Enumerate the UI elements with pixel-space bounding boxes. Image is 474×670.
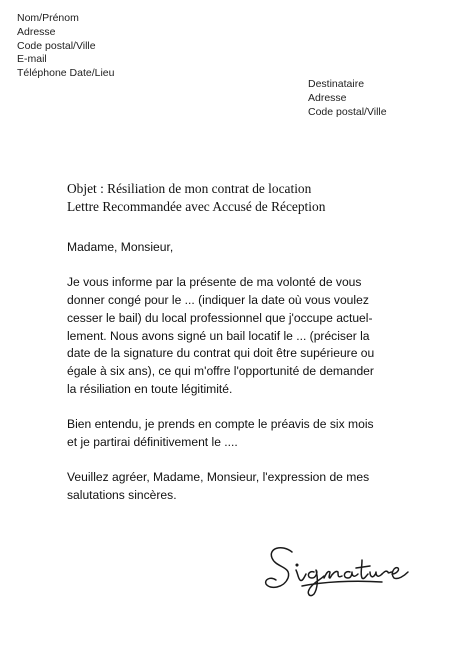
paragraph-line: donner congé pour le ... (indiquer la date où vous voulez	[67, 293, 369, 308]
greeting: Madame, Monsieur,	[67, 240, 174, 254]
registered-mail-line: Lettre Recommandée avec Accusé de Réception	[67, 198, 326, 214]
paragraph-line: Veuillez agréer, Madame, Monsieur, l'expression de mes	[67, 470, 370, 485]
sender-phone-date-place: Téléphone Date/Lieu	[17, 67, 115, 80]
paragraph-line: et je partirai définitivement le ....	[67, 434, 238, 449]
sender-block	[17, 12, 115, 81]
paragraph-line: date de la signature du contrat qui doit être supérieure ou	[67, 346, 375, 361]
subject-line: Objet : Résiliation de mon contrat de location	[67, 181, 312, 196]
recipient-name: Destinataire	[308, 78, 365, 90]
paragraph-line: égale à six ans), ce qui m'offre l'opportunité de demander	[67, 363, 374, 378]
letter-body	[67, 239, 411, 505]
sender-address: Adresse	[17, 25, 56, 38]
paragraph-line: Bien entendu, je prends en compte le préavis de six mois	[67, 417, 374, 431]
paragraph-notice-period	[67, 416, 411, 451]
paragraph-line: la résiliation en toute légitimité.	[67, 381, 233, 396]
paragraph-line: lement. Nous avons signé un bail locatif le ... (préciser la	[67, 328, 370, 343]
signature-drawing	[262, 540, 412, 598]
sender-name: Nom/Prénom	[17, 12, 79, 24]
paragraph-line: cesser le bail) du local professionnel que j'occupe actuel-	[67, 310, 373, 325]
paragraph-line: salutations sincères.	[67, 487, 177, 502]
recipient-postal-city: Code postal/Ville	[308, 105, 387, 118]
paragraph-closing	[67, 469, 411, 504]
subject-block	[67, 180, 325, 215]
recipient-block	[308, 78, 387, 119]
sender-email: E-mail	[17, 53, 47, 66]
paragraph-notice	[67, 274, 411, 398]
handwritten-signature	[262, 540, 412, 598]
recipient-address: Adresse	[308, 91, 347, 104]
paragraph-line: Je vous informe par la présente de ma volonté de vous	[67, 275, 362, 290]
sender-postal-city: Code postal/Ville	[17, 39, 96, 52]
